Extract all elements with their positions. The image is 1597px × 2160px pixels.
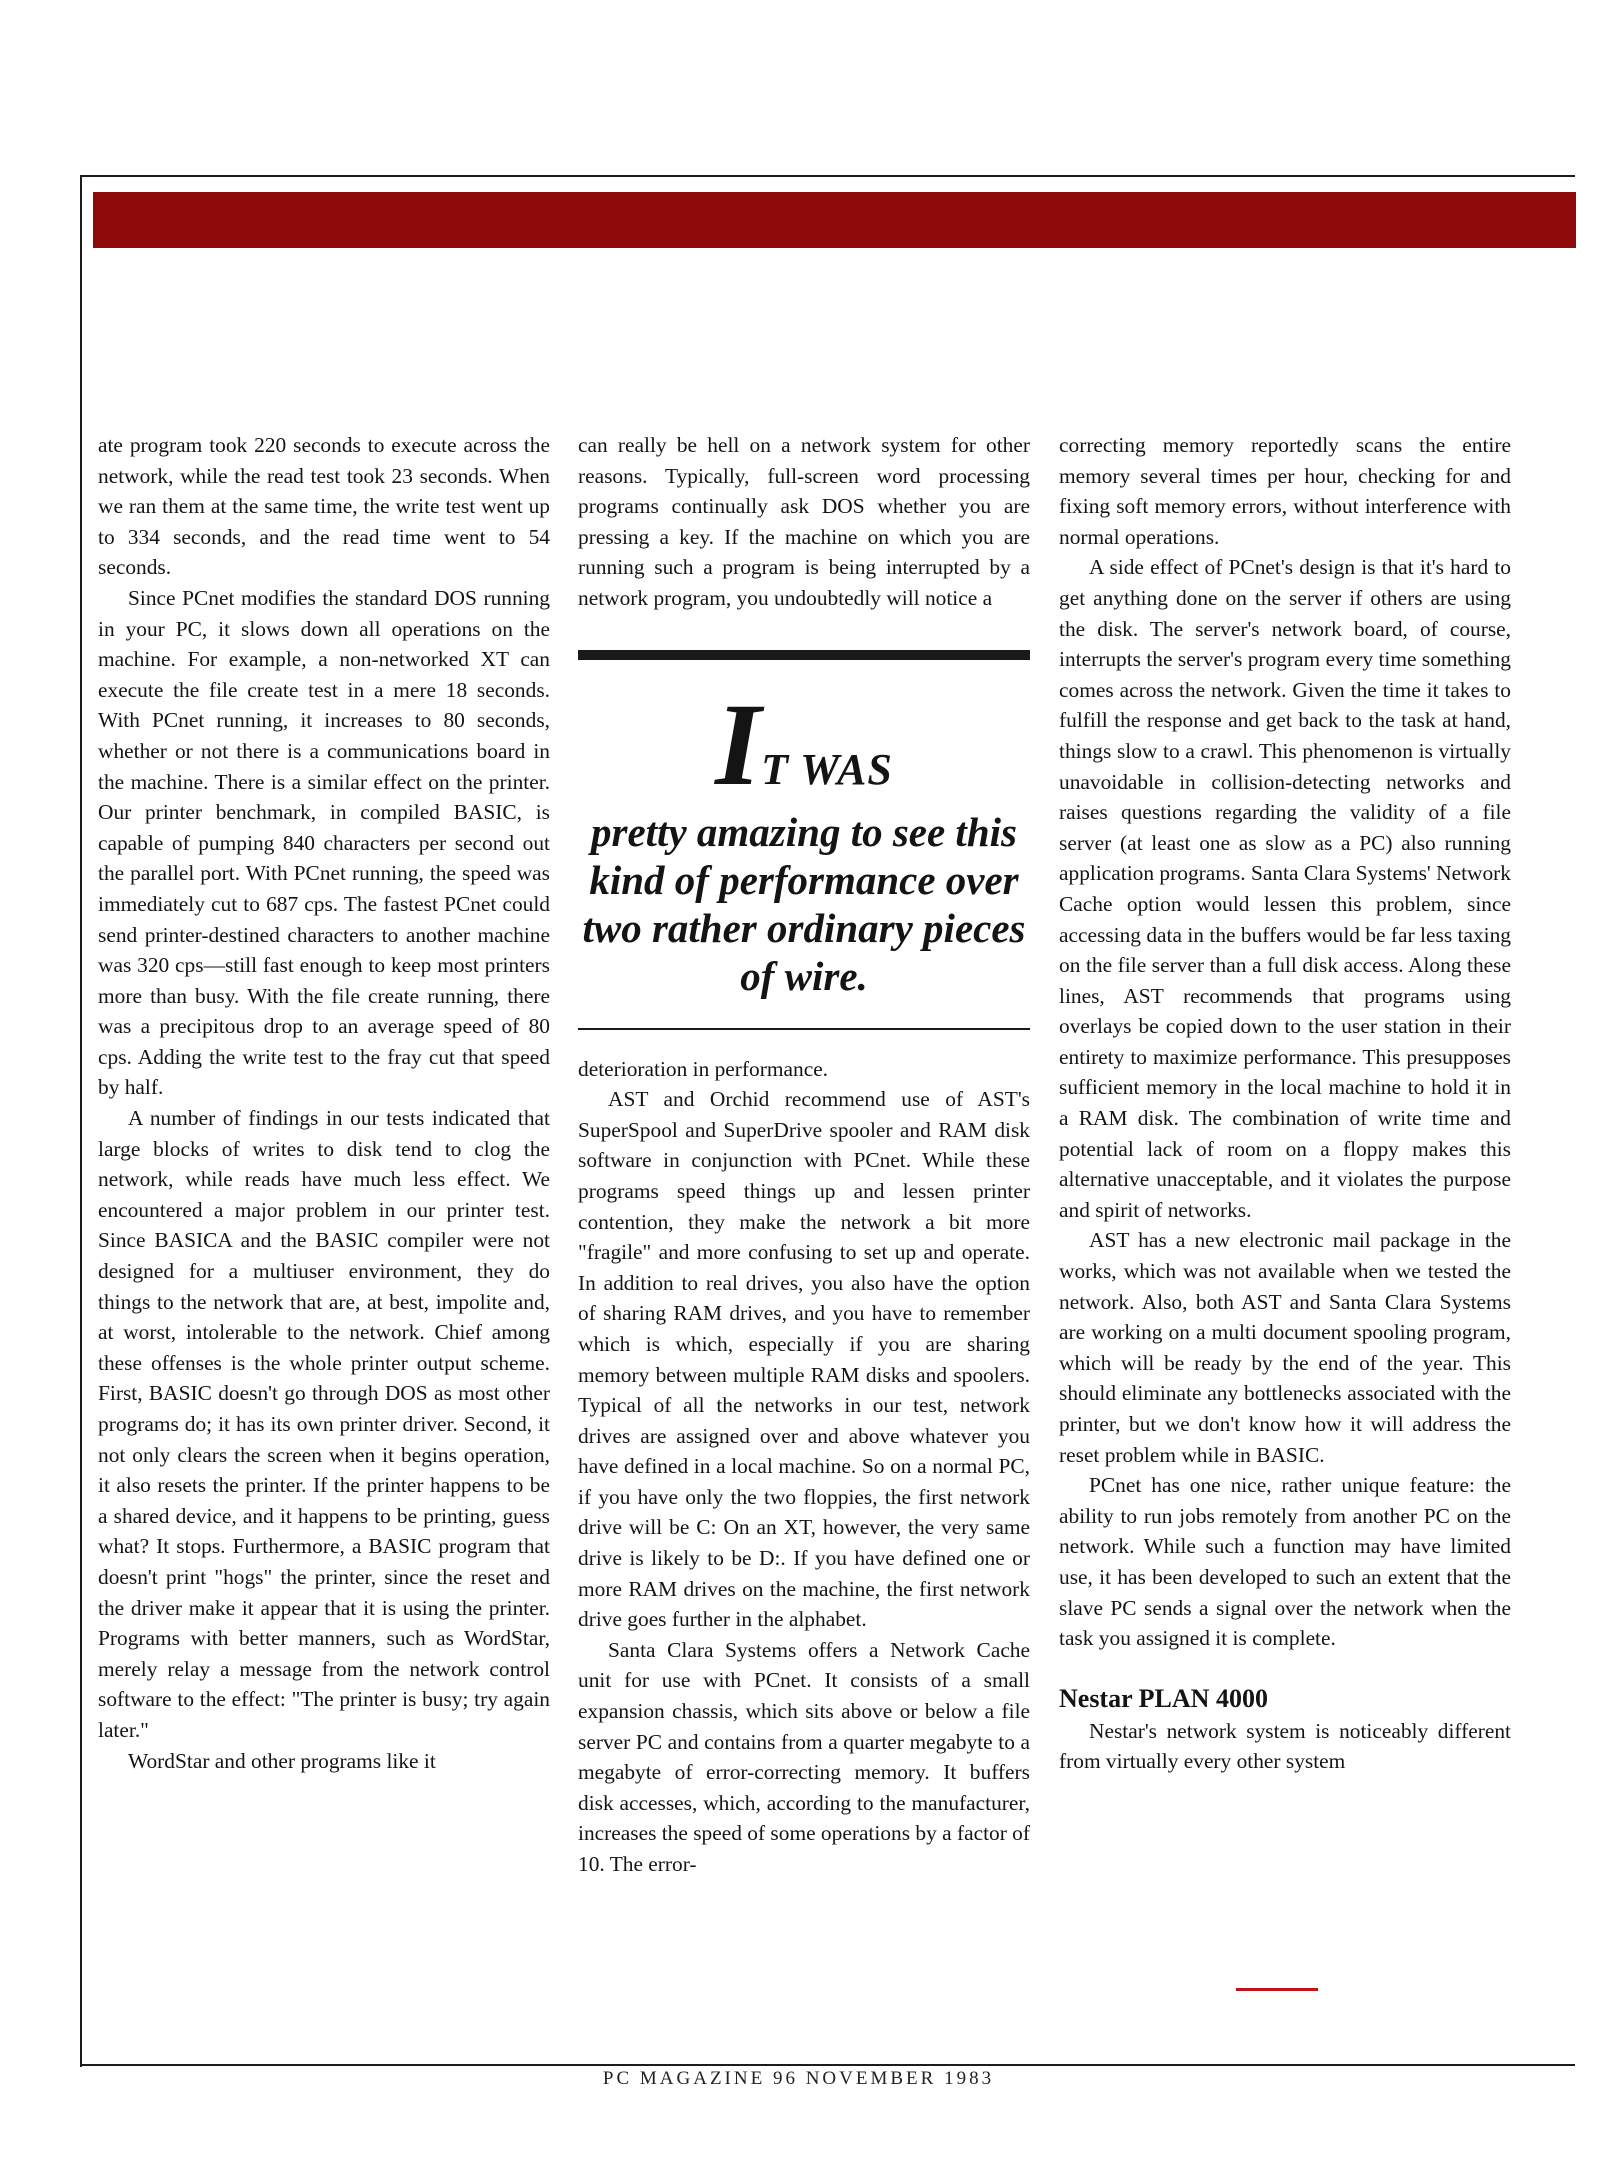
bottom-rule xyxy=(80,2064,1575,2066)
paragraph: Santa Clara Systems offers a Network Cache unit for use with PCnet. It consists of a small expansion chassis, which sits above or below a file server PC and contains from a quarter megabyte to a megabyte of error-correcting memory. It buffers disk accesses, which, according to the manufacturer, increases the speed of some operations by a factor of 10. The error- xyxy=(578,1637,1031,1876)
pull-quote-top-rule xyxy=(578,650,1030,660)
paragraph: Since PCnet modifies the standard DOS running in your PC, it slows down all operations on the machine. For example, a non-networked XT can execute the file create test in a mere 18 seconds. With PCnet running, it increases to 80 seconds, whether or not there is a communications board in the machine. There is a similar effect on the printer. Our printer benchmark, in compiled BASIC, is capable of pumping 840 characters per second out the parallel port. With PCnet running, the speed was immediately cut to 687 cps. The fastest PCnet could send printer-destined characters to another machine was 320 cps—still fast enough to keep most printers more than busy. With the file create running, there was a precipitous drop to an average speed of 80 cps. Adding the write test to the fray cut that speed by half. xyxy=(98,585,550,1100)
column-1 xyxy=(98,430,550,1776)
paragraph: WordStar and other programs like it xyxy=(128,1748,436,1773)
paragraph: AST has a new electronic mail package in the works, which was not available when we tested the network. Also, both AST and Santa Clara Systems are working on a multi document spooling program, which will be ready by the end of the year. This should eliminate any bottlenecks associated with the printer, but we don't know how it will address the reset problem while in BASIC. xyxy=(1059,1228,1511,1467)
paragraph: AST and Orchid recommend use of AST's SuperSpool and SuperDrive spooler and RAM disk software in conjunction with PCnet. While these programs speed things up and lessen printer contention, they make the network a bit more "fragile" and more confusing to set up and operate. In addition to real drives, you also have the option of sharing RAM drives, and you have to remember which is which, especially if you are sharing memory between multiple RAM disks and spoolers. Typical of all the networks in our test, network drives are assigned over and above whatever you have defined in a local machine. So on a normal PC, if you have only the two floppies, the first network drive will be C: On an XT, however, the very same drive is likely to be D:. If you have defined one or more RAM drives on the machine, the first network drive goes further in the alphabet. xyxy=(578,1087,1030,1632)
left-rule xyxy=(80,175,82,2067)
paragraph: can really be hell on a network system for other reasons. Typically, full-screen word processing programs continually ask DOS whether you are pressing a key. If the machine on which you are running such a program is being interrupted by a network program, you undoubtedly will notice a xyxy=(578,433,1030,610)
paragraph: correcting memory reportedly scans the entire memory several times per hour, checking for and fixing soft memory errors, without interference with normal operations. xyxy=(1059,433,1511,549)
column-3 xyxy=(1059,430,1511,1777)
header-color-bar xyxy=(93,192,1576,248)
paragraph: PCnet has one nice, rather unique feature: the ability to run jobs remotely from another PC on the network. While such a function may have limited use, it has been developed to such an extent that the slave PC sends a signal over the network when the task you assigned it is complete. xyxy=(1059,1473,1511,1651)
paragraph: A number of findings in our tests indicated that large blocks of writes to disk tend to clog the network, while reads have much less effect. We encountered a major problem in our printer test. Since BASICA and the BASIC compiler were not designed for a multiuser environment, they do things to the network that are, at best, impolite and, at worst, intolerable to the network. Chief among these offenses is the whole printer output scheme. First, BASIC doesn't go through DOS as most other programs do; it has its own printer driver. Second, it not only clears the screen when it begins operation, it also resets the printer. If the printer happens to be a shared device, and it happens to be printing, guess what? It stops. Furthermore, a BASIC program that doesn't print "hogs" the printer, since the reset and the driver make it appear that it is using the printer. Programs with better manners, such as WordStar, merely relay a message from the network control software to the effect: "The printer is busy; try again later." xyxy=(98,1106,550,1742)
paragraph: deterioration in performance. xyxy=(578,1056,829,1081)
drop-cap: I xyxy=(715,678,762,810)
top-rule xyxy=(80,175,1575,177)
paragraph: A side effect of PCnet's design is that it's hard to get anything done on the server if others are using the disk. The server's network board, of course, interrupts the server's program every time something comes across the network. Given the time it takes to fulfill the response and get back to the task at hand, things slow to a crawl. This phenomenon is virtually unavoidable in collision-detecting networks and raises questions regarding the validity of a file server (at least one as slow as a PC) also running application programs. Santa Clara Systems' Network Cache option would lessen this problem, since accessing data in the buffers would be far less taxing on the file server than a full disk access. Along these lines, AST recommends that programs using overlays be copied down to the user station in their entirety to maximize performance. This presupposes sufficient memory in the local machine to hold it in a RAM disk. The combination of write time and potential lack of room on a floppy makes this alternative unacceptable, and it violates the purpose and spirit of networks. xyxy=(1059,555,1511,1222)
pull-quote xyxy=(578,650,1030,1030)
paragraph: Nestar's network system is noticeably different from virtually every other system xyxy=(1059,1718,1511,1774)
column-2 xyxy=(578,430,1030,1880)
pen-underline-mark xyxy=(1236,1988,1318,1991)
pull-quote-lead xyxy=(578,678,1030,810)
section-heading: Nestar PLAN 4000 xyxy=(1059,1683,1268,1713)
pull-quote-bottom-rule xyxy=(578,1028,1030,1030)
pull-quote-text: pretty amazing to see this kind of performance over two rather ordinary pieces of wire. xyxy=(582,808,1026,999)
paragraph: ate program took 220 seconds to execute across the network, while the read test took 23 seconds. When we ran them at the same time, the write test went up to 334 seconds, and the read time went to 54 seconds. xyxy=(98,433,550,580)
pull-quote-lead-word: T WAS xyxy=(761,744,893,794)
page-footer: PC MAGAZINE 96 NOVEMBER 1983 xyxy=(602,2068,995,2089)
